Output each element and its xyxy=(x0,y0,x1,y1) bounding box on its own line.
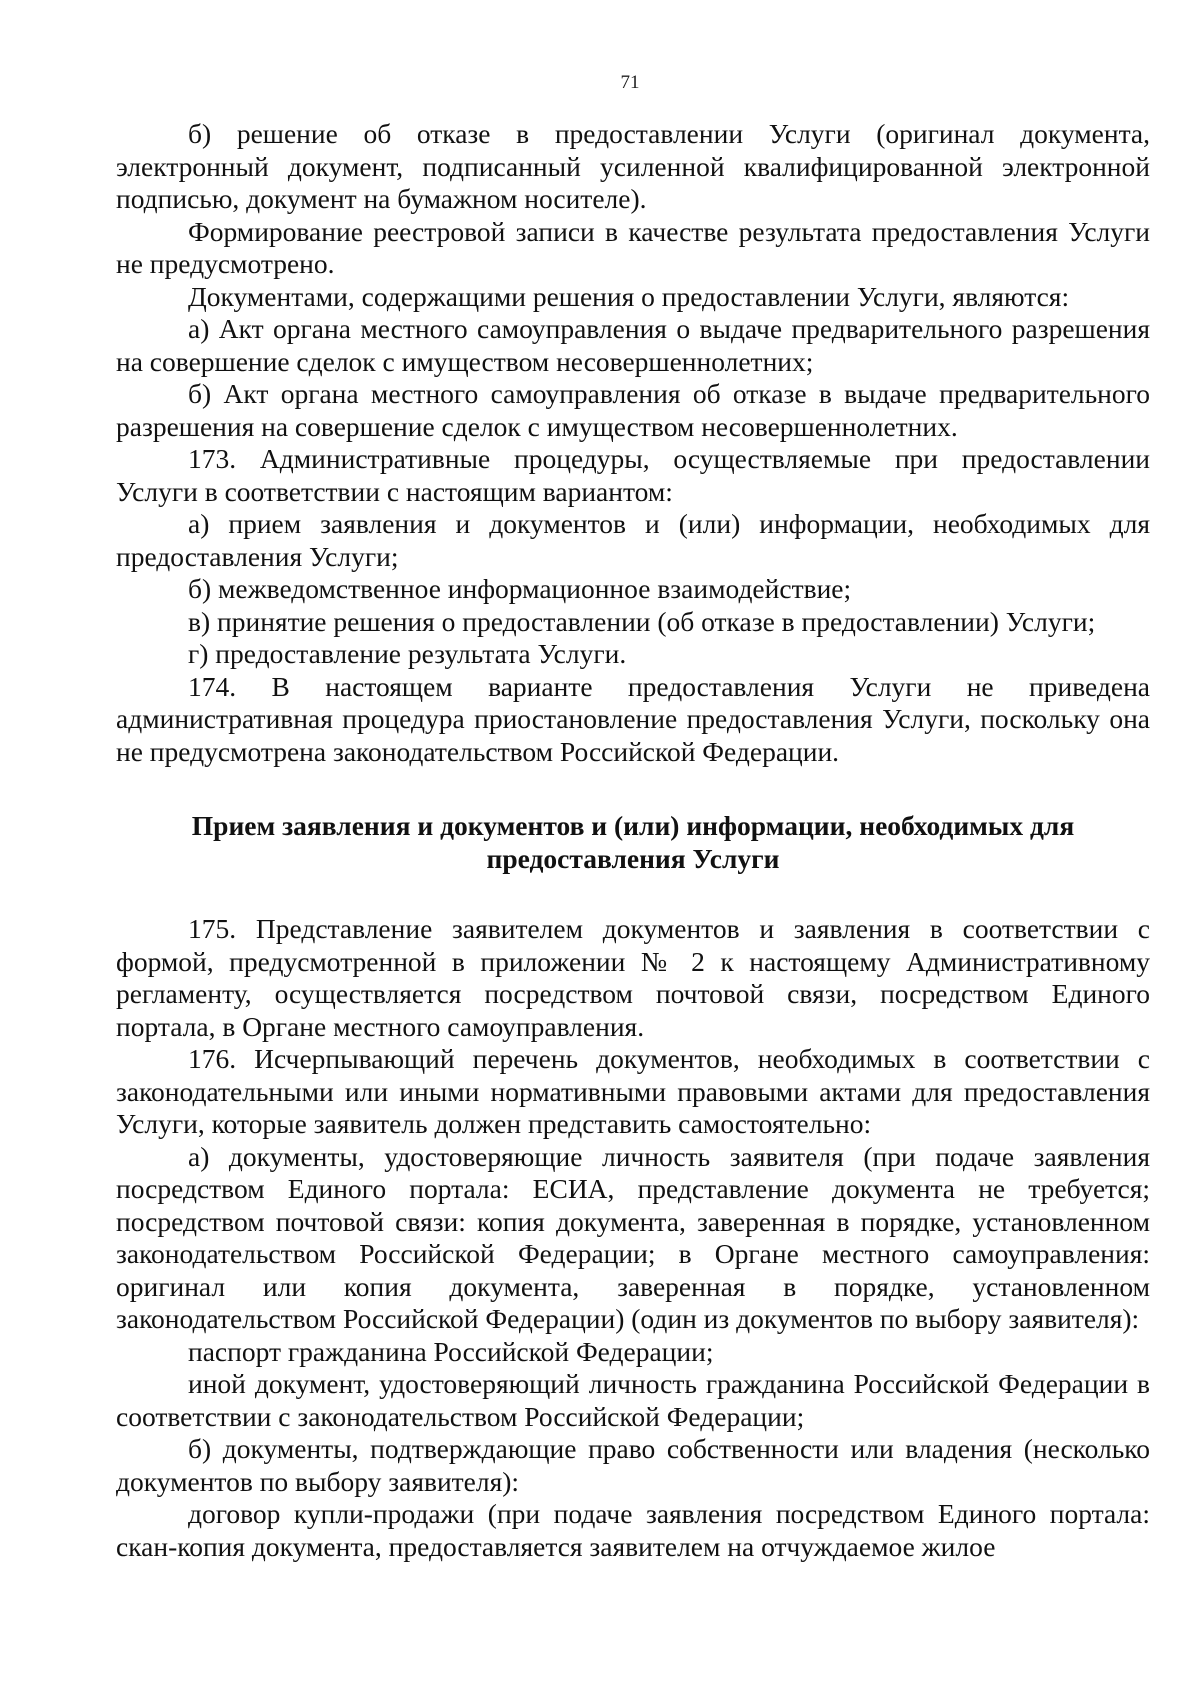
paragraph-173-a: а) прием заявления и документов и (или) информации, необходимых для предоставления Услуги; xyxy=(116,508,1150,572)
paragraph-174: 174. В настоящем варианте предоставления Услуги не приведена административная процедура приостановление предоставления Услуги, поскольку она не предусмотрена законодательством Российской Федерации. xyxy=(116,670,1150,767)
paragraph-other-id: иной документ, удостоверяющий личность гражданина Российской Федерации в соответствии с законодательством Российской Федерации; xyxy=(116,1368,1150,1432)
paragraph-173-b: б) межведомственное информационное взаимодействие; xyxy=(188,573,852,604)
paragraph-173-g: г) предоставление результата Услуги. xyxy=(188,638,627,669)
paragraph-176-b: б) документы, подтверждающие право собственности или владения (несколько документов по выбору заявителя): xyxy=(116,1433,1150,1497)
paragraph-act-grant: а) Акт органа местного самоуправления о выдаче предварительного разрешения на совершение сделок с имуществом несовершеннолетних; xyxy=(116,313,1150,377)
paragraph-173: 173. Административные процедуры, осуществляемые при предоставлении Услуги в соответствии с настоящим вариантом: xyxy=(116,443,1150,507)
paragraph-act-refusal: б) Акт органа местного самоуправления об отказе в выдаче предварительного разрешения на совершение сделок с имуществом несовершеннолетних. xyxy=(116,378,1150,442)
section-heading-line-1: Прием заявления и документов и (или) информации, необходимых для xyxy=(191,810,1075,841)
section-heading xyxy=(116,810,1150,875)
section-heading-line-2: предоставления Услуги xyxy=(486,842,780,874)
page-number: 71 xyxy=(620,72,640,93)
paragraph-registry-record: Формирование реестровой записи в качестве результата предоставления Услуги не предусмотрено. xyxy=(116,215,1150,279)
page-content xyxy=(116,118,1150,1563)
paragraph-175: 175. Представление заявителем документов и заявления в соответствии с формой, предусмотренной в приложении № 2 к настоящему Административному регламенту, осуществляется посредством почтовой связи, посредством Единого портала, в Органе местного самоуправления. xyxy=(116,913,1150,1042)
paragraph-decision-documents: Документами, содержащими решения о предоставлении Услуги, являются: xyxy=(188,280,1070,312)
paragraph-result-refusal: б) решение об отказе в предоставлении Услуги (оригинал документа, электронный документ, подписанный усиленной квалифицированной электронной подписью, документ на бумажном носителе). xyxy=(116,118,1150,214)
paragraph-176-a: а) документы, удостоверяющие личность заявителя (при подаче заявления посредством Единого портала: ЕСИА, представление документа не требуется; посредством почтовой связи: копия документа, заверенная в порядке, установленном законодательством Российской Федерации; в Органе местного самоуправления: оригинал или копия документа, заверенная в порядке, установленном законодательством Российской Федерации) (один из документов по выбору заявителя): xyxy=(116,1140,1150,1334)
paragraph-sale-contract: договор купли-продажи (при подаче заявления посредством Единого портала: скан-копия документа, предоставляется заявителем на отчуждаемое жилое xyxy=(116,1498,1150,1562)
paragraph-173-v: в) принятие решения о предоставлении (об отказе в предоставлении) Услуги; xyxy=(188,605,1096,637)
paragraph-176: 176. Исчерпывающий перечень документов, необходимых в соответствии с законодательными или иными нормативными правовыми актами для предоставления Услуги, которые заявитель должен представить самостоятельно: xyxy=(116,1043,1150,1139)
paragraph-passport: паспорт гражданина Российской Федерации; xyxy=(188,1335,714,1367)
